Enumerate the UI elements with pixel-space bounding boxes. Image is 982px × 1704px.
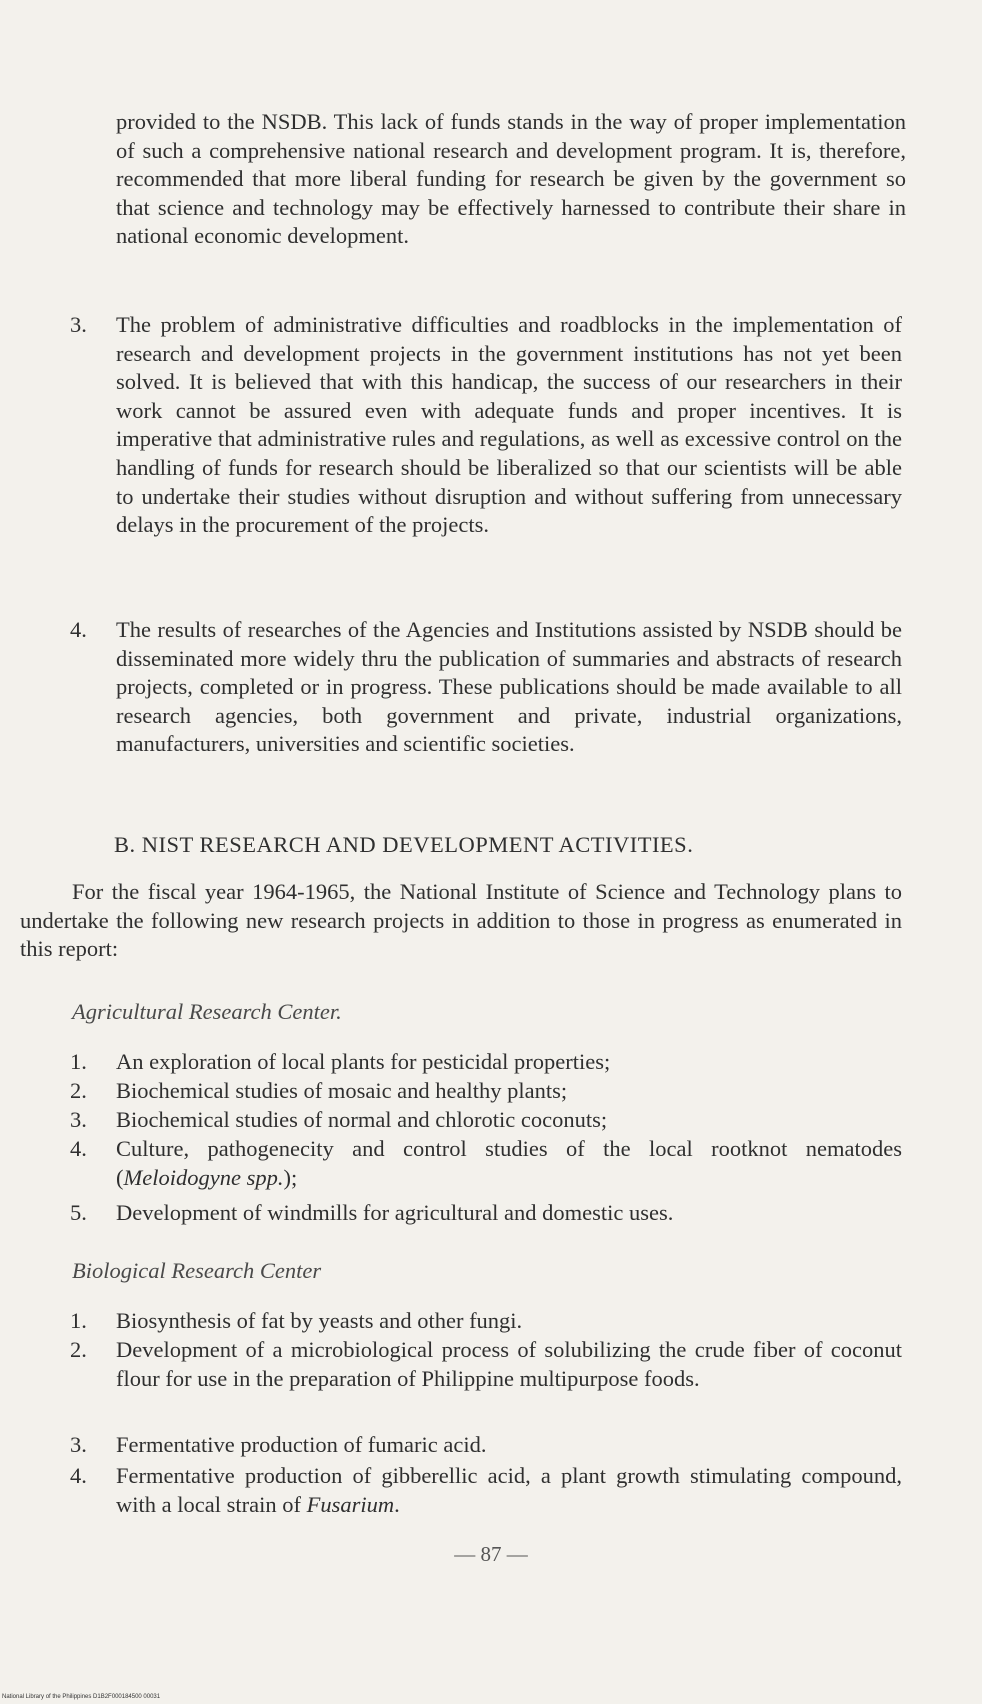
item-text: Biosynthesis of fat by yeasts and other fungi. xyxy=(116,1308,523,1333)
item-text: Fermentative production of gibberellic acid, a plant growth stimulating compound, with a local strain of Fusarium. xyxy=(116,1463,902,1517)
item-text: Fermentative production of fumaric acid. xyxy=(116,1432,487,1457)
item-number: 1. xyxy=(70,1049,87,1074)
item-number: 3. xyxy=(70,1432,87,1457)
item-number: 4. xyxy=(70,1136,87,1161)
item-number: 3. xyxy=(70,312,87,337)
continuation-paragraph: provided to the NSDB. This lack of funds stands in the way of proper implementation of such a comprehensive national research and development program. It is, therefore, recommended that more liberal funding for research be given by the government so that science and technology may be effectively harnessed to contribute their share in national economic development. xyxy=(116,109,906,249)
item-text: The problem of administrative difficulties and roadblocks in the implementation of research and development projects in the government institutions has not yet been solved. It is believed that with this handicap, the success of our researchers in their work cannot be assured even with adequate funds and proper incentives. It is imperative that administrative rules and regulations, as well as excessive control on the handling of funds for research should be liberalized so that our scientists will be able to undertake their studies without disruption and without suffering from unnecessary delays in the procurement of the projects. xyxy=(116,312,902,538)
item-text: The results of researches of the Agencies and Institutions assisted by NSDB should be disseminated more widely thru the publication of summaries and abstracts of research projects, completed or in progress. These publications should be made available to all research agencies, both government and private, industrial organizations, manufacturers, universities and scientific societies. xyxy=(116,617,902,757)
item-number: 5. xyxy=(70,1200,87,1225)
page-number: — 87 — xyxy=(454,1542,528,1566)
item-text: An exploration of local plants for pesticidal properties; xyxy=(116,1049,611,1074)
intro-paragraph: For the fiscal year 1964-1965, the National Institute of Science and Technology plans to undertake the following new research projects in addition to those in progress as enumerated in this report: xyxy=(20,879,902,962)
archive-footer: National Library of the Philippines D1B2F000184500 00031 xyxy=(2,1694,161,1700)
genus-name: Fusarium xyxy=(306,1491,395,1517)
item-number: 2. xyxy=(70,1078,87,1103)
item-text: Culture, pathogenecity and control studies of the local rootknot nematodes (Meloidogyne spp.); xyxy=(116,1136,902,1190)
species-name: Meloidogyne spp. xyxy=(123,1164,284,1190)
section-heading: B. NIST RESEARCH AND DEVELOPMENT ACTIVITIES. xyxy=(114,832,694,857)
item-number: 2. xyxy=(70,1337,87,1362)
agricultural-subhead: Agricultural Research Center. xyxy=(72,999,342,1024)
item-number: 4. xyxy=(70,1463,87,1488)
item-text: Development of windmills for agricultural and domestic uses. xyxy=(116,1200,674,1225)
item-text: Development of a microbiological process of solubilizing the crude fiber of coconut flour for use in the preparation of Philippine multipurpose foods. xyxy=(116,1337,902,1391)
item-text: Biochemical studies of normal and chlorotic coconuts; xyxy=(116,1107,608,1132)
item-number: 3. xyxy=(70,1107,87,1132)
item-number: 1. xyxy=(70,1308,87,1333)
item-number: 4. xyxy=(70,617,87,642)
biological-subhead: Biological Research Center xyxy=(72,1258,322,1283)
item-text: Biochemical studies of mosaic and healthy plants; xyxy=(116,1078,568,1103)
